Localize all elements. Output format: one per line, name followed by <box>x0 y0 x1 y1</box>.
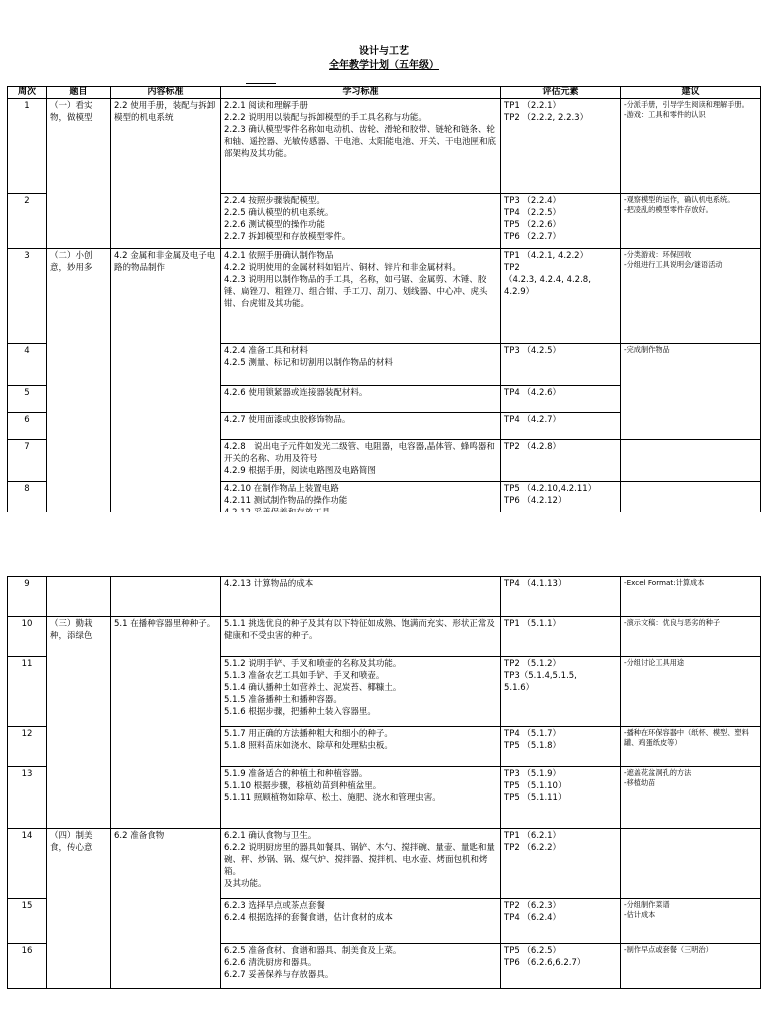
learning-standard-line: 2.2.2 说明用以装配与拆卸模型的手工具名称与功能。 <box>224 113 427 123</box>
suggestion-line: -Excel Format:计算成本 <box>624 578 705 587</box>
header-rule <box>246 83 276 84</box>
assessment-cell <box>501 767 621 829</box>
assessment-line: TP1 （6.2.1） <box>504 831 562 841</box>
assessment-line: TP3 （2.2.4） <box>504 196 562 206</box>
learning-standard-line: 4.2.8 说出电子元件如发光二级管、电阻器，电容器,晶体管、蜂鸣器和开关的名称、功用及符号 <box>224 442 495 464</box>
learning-standard-line: 4.2.3 说明用以制作物品的手工具，名称，如弓锯、金属剪、木锤、胶锤、扁锉刀、粗锉刀、组合钳、手工刀、刮刀、划线器、中心冲、虎头钳、台虎钳及其功能。 <box>224 275 488 309</box>
week-cell: 15 <box>8 899 47 944</box>
plan-table-page-2 <box>7 576 761 989</box>
header-topic: 题目 <box>47 87 111 99</box>
learning-standard-line: 5.1.11 照顾植物如除草、松土、施肥、浇水和管理虫害。 <box>224 793 441 803</box>
topic-cell: （一）看实物，做模型 <box>47 99 111 249</box>
assessment-line: TP4 （4.2.7） <box>504 415 562 425</box>
suggestion-line: -播种在环保容器中（纸杯、模型、塑料罐、鸡蛋纸皮等） <box>624 728 749 747</box>
assessment-line: TP6 （4.2.12） <box>504 496 567 506</box>
learning-standard-cell <box>221 577 501 617</box>
learning-standard-line: 6.2.6 清洗厨房和器具。 <box>224 958 317 968</box>
week-cell: 8 <box>8 482 47 524</box>
assessment-cell <box>501 344 621 386</box>
learning-standard-line: 4.2.7 使用面漆或虫胶修饰物品。 <box>224 415 351 425</box>
table-row <box>8 829 761 899</box>
learning-standard-line: 5.1.10 根据步骤，移植幼苗到种植盆里。 <box>224 781 382 791</box>
assessment-line: TP1 （5.1.1） <box>504 619 562 629</box>
learning-standard-line: 6.2.1 确认食物与卫生。 <box>224 831 317 841</box>
suggestion-cell <box>621 249 761 344</box>
suggestion-cell <box>621 727 761 767</box>
assessment-line: TP1 （2.2.1） <box>504 101 562 111</box>
document-subtitle: 全年教学计划（五年级） <box>329 60 439 71</box>
week-cell: 10 <box>8 617 47 657</box>
learning-standard-cell <box>221 829 501 899</box>
suggestion-cell <box>621 617 761 657</box>
suggestion-line: -分组讨论工具用途 <box>624 658 685 667</box>
assessment-line: TP5 （5.1.8） <box>504 741 562 751</box>
suggestion-line: -把凌乱的模型零件存放好。 <box>624 205 713 214</box>
suggestion-line: -估计成本 <box>624 910 656 919</box>
assessment-line: TP2 （6.2.3） <box>504 901 562 911</box>
assessment-line: TP3 （4.2.5） <box>504 346 562 356</box>
learning-standard-cell <box>221 249 501 344</box>
learning-standard-line: 4.2.5 测量、标记和切割用以制作物品的材料 <box>224 358 393 368</box>
assessment-cell <box>501 829 621 899</box>
assessment-cell <box>501 99 621 194</box>
learning-standard-line: 4.2.2 说明使用的金属材料如铝片、铜材、锌片和非金属材料。 <box>224 263 461 273</box>
learning-standard-line: 2.2.4 按照步骤装配模型。 <box>224 196 325 206</box>
suggestion-line: -完成制作物品 <box>624 345 670 354</box>
learning-standard-line: 4.2.11 测试制作物品的操作功能 <box>224 496 348 506</box>
header-suggestion: 建议 <box>621 87 761 99</box>
learning-standard-line: 2.2.6 测试模型的操作功能 <box>224 220 325 230</box>
week-cell: 5 <box>8 386 47 413</box>
assessment-cell <box>501 657 621 727</box>
assessment-line: TP4 （6.2.4） <box>504 913 562 923</box>
header-assessment: 评估元素 <box>501 87 621 99</box>
learning-standard-line: 5.1.2 说明手铲、手叉和喷壶的名称及其功能。 <box>224 659 402 669</box>
suggestion-cell <box>621 767 761 829</box>
assessment-line: TP5 （5.1.10） <box>504 781 567 791</box>
suggestion-line: -遮盖花盆洞孔的方法 <box>624 768 692 777</box>
learning-standard-line: 6.2.4 根据选择的套餐食谱，估计食材的成本 <box>224 913 393 923</box>
content-standard-cell: 6.2 准备食物 <box>111 829 221 989</box>
assessment-cell <box>501 194 621 249</box>
assessment-line: TP5 （2.2.6） <box>504 220 562 230</box>
page-break <box>0 512 768 576</box>
week-cell: 4 <box>8 344 47 386</box>
assessment-line: TP4 （5.1.7） <box>504 729 562 739</box>
learning-standard-cell <box>221 440 501 482</box>
assessment-cell <box>501 899 621 944</box>
header-week: 周次 <box>8 87 47 99</box>
plan-table-page-1 <box>7 86 761 524</box>
learning-standard-line: 2.2.5 确认模型的机电系统。 <box>224 208 334 218</box>
assessment-line: TP5 （5.1.11） <box>504 793 567 803</box>
suggestion-cell <box>621 577 761 617</box>
week-cell: 7 <box>8 440 47 482</box>
learning-standard-line: 6.2.2 说明厨房里的器具如餐具、锅铲、木勺、搅拌碗、量壶、量匙和量碗、秤、炒锅、锅、煤气炉、搅拌器、搅拌机、电水壶、烤面包机和烤箱。 <box>224 843 495 877</box>
learning-standard-line: 2.2.7 拆卸模型和存放模型零件。 <box>224 232 351 242</box>
week-cell: 14 <box>8 829 47 899</box>
assessment-line: TP5 （4.2.10,4.2.11） <box>504 484 597 494</box>
assessment-line: TP4 （4.2.6） <box>504 388 562 398</box>
learning-standard-cell <box>221 727 501 767</box>
assessment-cell <box>501 577 621 617</box>
learning-standard-cell <box>221 617 501 657</box>
assessment-line: TP2 （2.2.2, 2.2.3） <box>504 113 589 123</box>
suggestion-cell <box>621 440 761 482</box>
assessment-cell <box>501 386 621 413</box>
content-standard-cell <box>111 577 221 617</box>
learning-standard-line: 5.1.3 准备农艺工具如手铲、手叉和喷壶。 <box>224 671 385 681</box>
learning-standard-line: 6.2.7 妥善保养与存放器具。 <box>224 970 334 980</box>
table-row <box>8 99 761 194</box>
learning-standard-cell <box>221 194 501 249</box>
learning-standard-line: 4.2.1 依照手册确认制作物品 <box>224 251 334 261</box>
learning-standard-line: 5.1.1 挑选优良的种子及其有以下特征如成熟、饱满而充实、形状正常及健康和不受虫害的种子。 <box>224 619 495 641</box>
learning-standard-line: 2.2.3 确认模型零件名称如电动机、齿轮、滑轮和胶带、链轮和链条、轮和轴、遥控器、光敏传感器、干电池、太阳能电池、开关、干电池匣和底部架构及其功能。 <box>224 125 497 159</box>
learning-standard-cell <box>221 99 501 194</box>
suggestion-line: -移植幼苗 <box>624 778 656 787</box>
content-standard-cell: 2.2 使用手册，装配与拆卸模型的机电系统 <box>111 99 221 249</box>
suggestion-cell <box>621 99 761 194</box>
week-cell: 3 <box>8 249 47 344</box>
learning-standard-line: 5.1.5 准备播种土和播种容器。 <box>224 695 342 705</box>
assessment-line: TP5 （6.2.5） <box>504 946 562 956</box>
assessment-cell <box>501 617 621 657</box>
learning-standard-line: 5.1.6 根据步骤，把播种土装入容器里。 <box>224 707 376 717</box>
learning-standard-line: 4.2.4 准备工具和材料 <box>224 346 308 356</box>
week-cell: 6 <box>8 413 47 440</box>
learning-standard-line: 4.2.13 计算物品的成本 <box>224 579 314 589</box>
learning-standard-line: 4.2.9 根据手册，阅读电路图及电路简图 <box>224 466 376 476</box>
suggestion-line: -观察模型的运作，确认机电系统。 <box>624 195 735 204</box>
suggestion-cell <box>621 944 761 989</box>
topic-cell: （四）制美食，传心意 <box>47 829 111 989</box>
learning-standard-cell <box>221 413 501 440</box>
week-cell: 12 <box>8 727 47 767</box>
week-cell: 16 <box>8 944 47 989</box>
assessment-line: TP6 （6.2.6,6.2.7） <box>504 958 586 968</box>
suggestion-cell <box>621 829 761 899</box>
suggestion-cell <box>621 194 761 249</box>
week-cell: 1 <box>8 99 47 194</box>
content-standard-cell: 4.2 金属和非金属及电子电路的物品制作 <box>111 249 221 524</box>
suggestion-line: -分类游戏：环保回收 <box>624 250 692 259</box>
assessment-line: 5.1.6） <box>504 683 535 693</box>
week-cell: 11 <box>8 657 47 727</box>
learning-standard-cell <box>221 767 501 829</box>
learning-standard-cell <box>221 899 501 944</box>
topic-cell: （二）小创意，妙用多 <box>47 249 111 524</box>
header-content-standard: 内容标准 <box>111 87 221 99</box>
assessment-line: TP2 <box>504 263 520 273</box>
header-learning-standard: 学习标准 <box>221 87 501 99</box>
assessment-line: TP4 （4.1.13） <box>504 579 567 589</box>
assessment-line: TP6 （2.2.7） <box>504 232 562 242</box>
suggestion-line: -分组进行工具说明会/谜语活动 <box>624 260 723 269</box>
learning-standard-line: 5.1.4 确认播种土如营养土、泥炭苔、椰糠土。 <box>224 683 402 693</box>
assessment-line: TP2 （5.1.2） <box>504 659 562 669</box>
suggestion-cell <box>621 899 761 944</box>
week-cell: 13 <box>8 767 47 829</box>
suggestion-line: -制作早点或套餐（三明治） <box>624 945 713 954</box>
suggestion-cell <box>621 344 761 440</box>
learning-standard-line: 4.2.6 使用锁紧器或连接器装配材料。 <box>224 388 368 398</box>
week-cell: 9 <box>8 577 47 617</box>
assessment-line: TP2 （4.2.8） <box>504 442 562 452</box>
assessment-cell <box>501 249 621 344</box>
table-header-row <box>8 87 761 99</box>
assessment-cell <box>501 944 621 989</box>
learning-standard-cell <box>221 657 501 727</box>
content-standard-cell: 5.1 在播种容器里种种子。 <box>111 617 221 829</box>
learning-standard-line: 5.1.7 用正确的方法播种粗大和细小的种子。 <box>224 729 393 739</box>
assessment-line: （4.2.3, 4.2.4, 4.2.8, 4.2.9） <box>504 275 594 297</box>
suggestion-line: -分组制作菜谱 <box>624 900 670 909</box>
assessment-line: TP2 （6.2.2） <box>504 843 562 853</box>
learning-standard-line: 6.2.5 准备食材、食谱和器具、制美食及上菜。 <box>224 946 402 956</box>
document-title: 设计与工艺 <box>359 46 409 57</box>
table-row <box>8 617 761 657</box>
suggestion-line: -游戏：工具和零件的认识 <box>624 110 706 119</box>
learning-standard-line: 6.2.3 选择早点或茶点套餐 <box>224 901 325 911</box>
suggestion-line: -演示文稿：优良与恶劣的种子 <box>624 618 721 627</box>
learning-standard-line: 5.1.9 准备适合的种植土和种植容器。 <box>224 769 368 779</box>
topic-cell: （三）勤栽种，添绿色 <box>47 617 111 829</box>
suggestion-cell <box>621 657 761 727</box>
assessment-cell <box>501 440 621 482</box>
assessment-line: TP4 （2.2.5） <box>504 208 562 218</box>
table-row <box>8 249 761 344</box>
week-cell: 2 <box>8 194 47 249</box>
learning-standard-cell <box>221 944 501 989</box>
assessment-cell <box>501 727 621 767</box>
learning-standard-line: 及其功能。 <box>224 879 267 889</box>
learning-standard-cell <box>221 386 501 413</box>
assessment-cell <box>501 413 621 440</box>
topic-cell <box>47 577 111 617</box>
assessment-line: TP3 （5.1.9） <box>504 769 562 779</box>
learning-standard-line: 2.2.1 阅读和理解手册 <box>224 101 308 111</box>
assessment-line: TP1 （4.2.1, 4.2.2） <box>504 251 589 261</box>
assessment-line: TP3（5.1.4,5.1.5, <box>504 671 577 681</box>
table-row <box>8 577 761 617</box>
learning-standard-line: 5.1.8 照料苗床如浇水、除草和处理粘虫板。 <box>224 741 393 751</box>
learning-standard-cell <box>221 344 501 386</box>
suggestion-line: -分派手册，引导学生阅读和理解手册。 <box>624 100 749 109</box>
learning-standard-line: 4.2.10 在制作物品上装置电路 <box>224 484 339 494</box>
